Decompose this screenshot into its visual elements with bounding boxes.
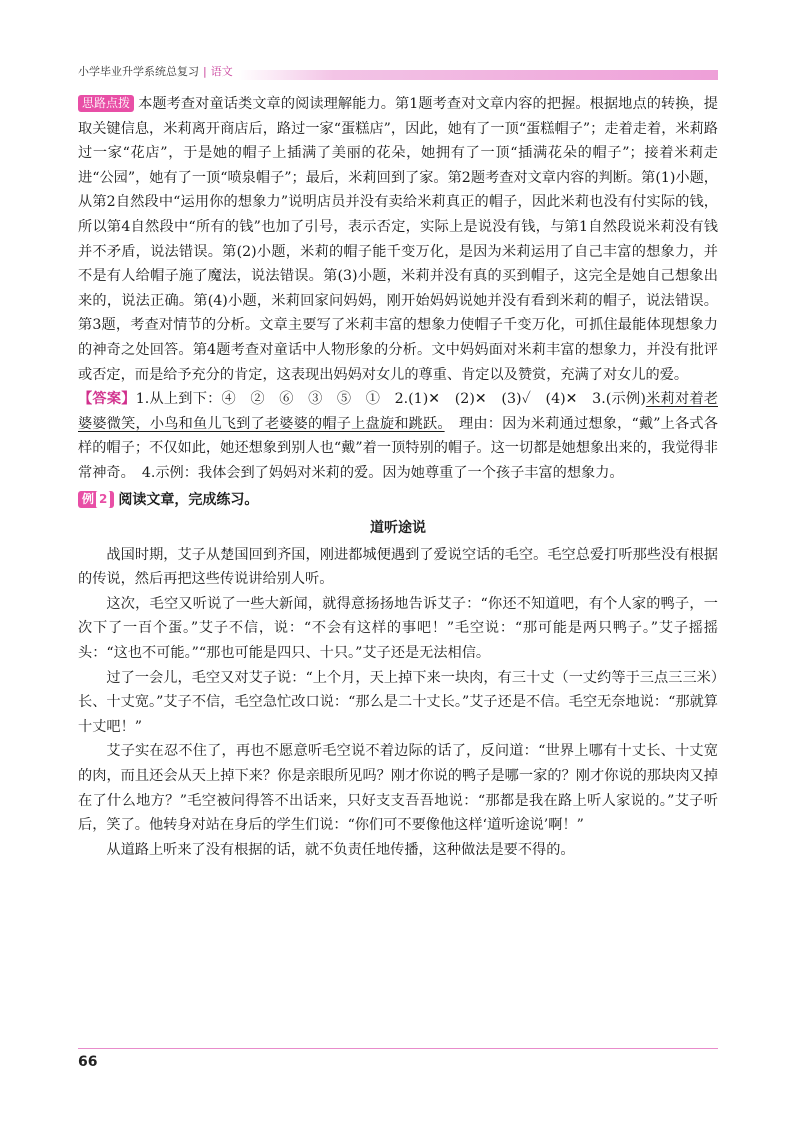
answer-part2: 理由：因为米莉通过想象，“戴”上各式各样的帽子；不仅如此，她还想象到别人也“戴”着一顶特别的帽子。这一切都是她想象出来的，我觉得非常神奇。 4.示例：我体会到了妈妈对米莉的爱。因为她尊重了一个孩子丰富的想象力。 (78, 415, 718, 481)
example-number: 2 (96, 491, 110, 508)
story-paragraph: 这次，毛空又听说了一些大新闻，就得意扬扬地告诉艾子：“你还不知道吧，有个人家的鸭子，一次下了一百个蛋。”艾子不信，说：“不会有这样的事吧！”毛空说：“那可能是两只鸭子。”艾子摇摇头：“这也不可能。”“那也可能是四只、十只。”艾子还是无法相信。 (78, 595, 718, 662)
story-paragraph: 从道路上听来了没有根据的话，就不负责任地传播，这种做法是要不得的。 (106, 841, 575, 858)
analysis-text: 本题考查对童话类文章的阅读理解能力。第1题考查对文章内容的把握。根据地点的转换，提取关键信息，米莉离开商店后，路过一家“蛋糕店”，因此，她有了一顶“蛋糕帽子”；走着走着，米莉路过一家“花店”，于是她的帽子上插满了美丽的花朵，她拥有了一顶“插满花朵的帽子”；接着米莉走进“公园”，她有了一顶“喷泉帽子”；最后，米莉回到了家。第2题考查对文章内容的判断。第(1)小题，从第2自然段中“运用你的想象力”说明店员并没有卖给米莉真正的帽子，因此米莉也没有付实际的钱，所以第4自然段中“所有的钱”也加了引号，表示否定，实际上是说没有钱，与第1自然段说米莉没有钱并不矛盾，说法错误。第(2)小题，米莉的帽子能千变万化，是因为米莉运用了自己丰富的想象力，并不是有人给帽子施了魔法，说法错误。第(3)小题，米莉并没有真的买到帽子，这完全是她自己想象出来的，说法正确。第(4)小题，米莉回家问妈妈，刚开始妈妈说她并没有看到米莉的帽子，说法错误。第3题，考查对情节的分析。文章主要写了米莉丰富的想象力使帽子千变万化，可抓住最能体现想象力的神奇之处回答。第4题考查对童话中人物形象的分析。文中妈妈面对米莉丰富的想象力，并没有批评或否定，而是给予充分的肯定，这表现出妈妈对女儿的尊重、肯定以及赞赏，充满了对女儿的爱。 (78, 96, 718, 383)
header-series: 小学毕业升学系统总复习 (78, 65, 199, 78)
page-number: 66 (78, 1054, 98, 1070)
answer-paragraph (78, 387, 718, 485)
header-subject: 语文 (210, 65, 233, 78)
example-heading (78, 488, 718, 513)
page-content (78, 92, 718, 862)
answer-underlined-sentence: 米莉对着老婆婆微笑，小鸟和鱼儿飞到了老婆婆的帽子上盘旋和跳跃。 (78, 391, 718, 432)
story-paragraph: 过了一会儿，毛空又对艾子说：“上个月，天上掉下来一块肉，有三十丈（一丈约等于三点三三米）长、十丈宽。”艾子不信，毛空急忙改口说：“那么是二十丈长。”艾子还是不信。毛空无奈地说：“那就算十丈吧！” (78, 669, 718, 735)
example-tag-label: 例 (82, 491, 95, 506)
example-tag (78, 491, 114, 508)
story-title: 道听途说 (370, 520, 426, 537)
answer-part1: 1.从上到下：④ ② ⑥ ③ ⑤ ① 2.(1)✕ (2)✕ (3)✓ (4)✕ 3.(示例) (135, 391, 646, 408)
header-separator: | (203, 65, 207, 78)
story-paragraph: 战国时期，艾子从楚国回到齐国，刚进都城便遇到了爱说空话的毛空。毛空总爱打听那些没有根据的传说，然后再把这些传说讲给别人听。 (78, 546, 718, 588)
header-text (78, 63, 237, 79)
analysis-tag: 思路点拨 (78, 95, 134, 112)
answer-tag: 【答案】 (78, 391, 136, 408)
analysis-paragraph (78, 92, 718, 387)
footer-divider (78, 1048, 718, 1049)
story-paragraph: 艾子实在忍不住了，再也不愿意听毛空说不着边际的话了，反问道：“世界上哪有十丈长、十丈宽的肉，而且还会从天上掉下来？你是亲眼所见吗？刚才你说的鸭子是哪一家的？刚才你说的那块肉又掉在了什么地方？”毛空被问得答不出话来，只好支支吾吾地说：“那都是我在路上听人家说的。”艾子听后，笑了。他转身对站在身后的学生们说：“你们可不要像他这样‘道听途说’啊！” (78, 743, 718, 834)
page-header (78, 58, 718, 82)
example-instruction: 阅读文章，完成练习。 (118, 491, 259, 508)
